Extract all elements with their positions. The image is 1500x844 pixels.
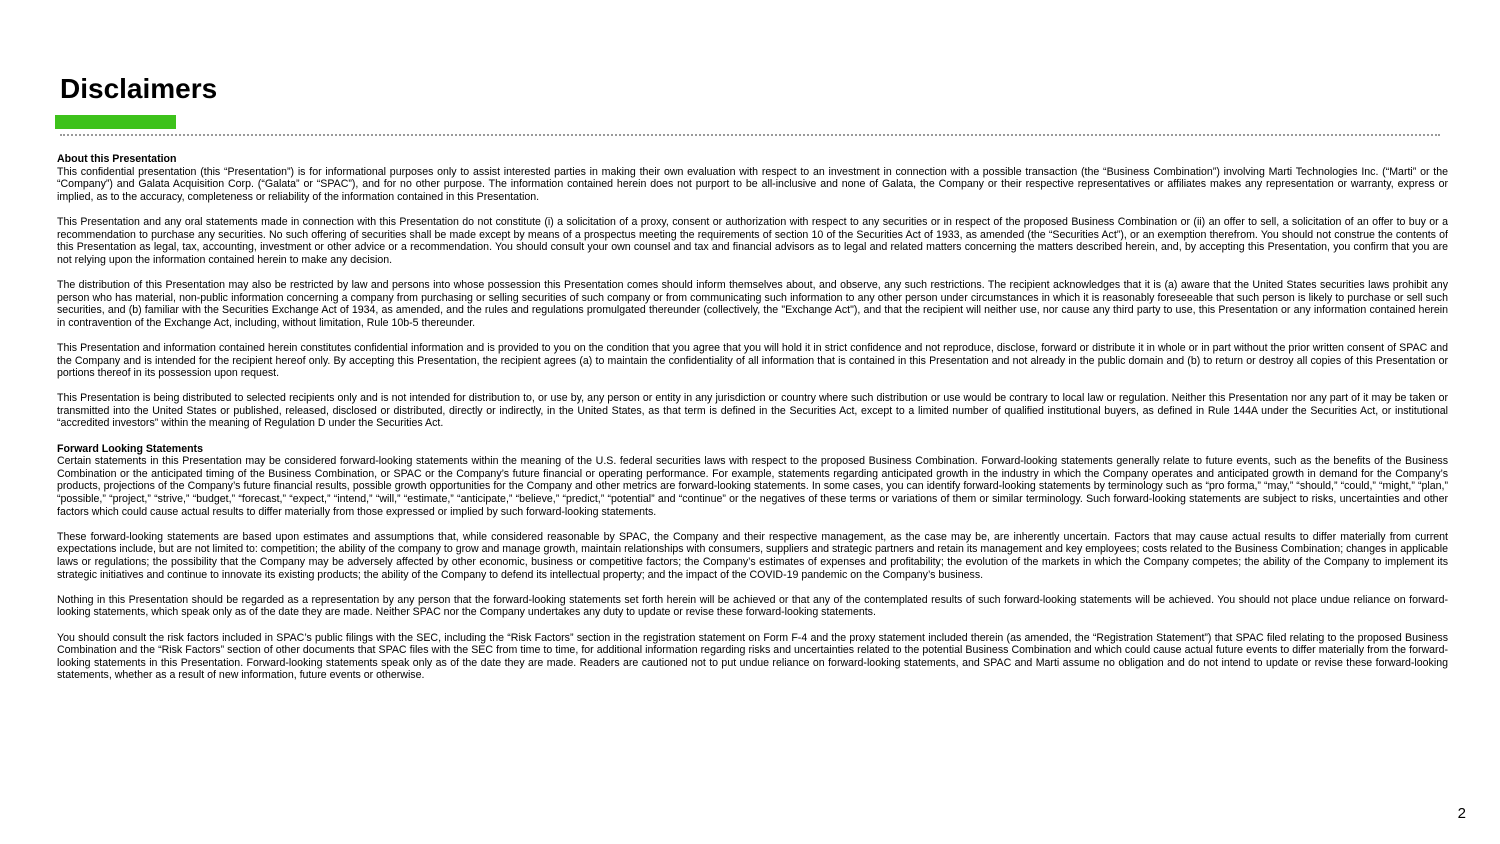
- about-paragraph: This confidential presentation (this “Presentation”) is for informational purposes only to assist interested parties in making their own evaluation with respect to an investment in connection with a possible transaction (the “Business Combination”) involving Marti Technologies Inc. (“Marti” or the “Company”) and Galata Acquisition Corp. (“Galata” or “SPAC”), and for no other purpose. The information contained herein does not purport to be all-inclusive and none of Galata, the Company or their respective representatives or affiliates makes any representation or warranty, express or implied, as to the accuracy, completeness or reliability of the information contained in this Presentation.: [57, 165, 1448, 203]
- disclaimer-content: [57, 153, 1448, 682]
- dotted-divider: [60, 134, 1440, 136]
- title-accent-bar: [55, 115, 176, 129]
- forward-looking-paragraph: Certain statements in this Presentation may be considered forward-looking statements within the meaning of the U.S. federal securities laws with respect to the proposed Business Combination. Forward-looking statements generally relate to future events, such as the benefits of the Business Combination or the anticipated timing of the Business Combination, or SPAC or the Company’s future financial or operating performance. For example, statements regarding anticipated growth in the industry in which the Company operates and anticipated growth in demand for the Company’s products, projections of the Company’s future financial results, possible growth opportunities for the Company and other metrics are forward-looking statements. In some cases, you can identify forward-looking statements by terminology such as “pro forma,” “may,” “should,” “could,” “might,” “plan,” “possible,” “project,” “strive,” “budget,” “forecast,” “expect,” “intend,” “will,” “estimate,” “anticipate,” “believe,” “predict,” “potential” and “continue” or the negatives of these terms or variations of them or similar terminology. Such forward-looking statements are subject to risks, uncertainties and other factors which could cause actual results to differ materially from those expressed or implied by such forward-looking statements.: [57, 455, 1448, 518]
- about-paragraph: This Presentation is being distributed to selected recipients only and is not intended for distribution to, or use by, any person or entity in any jurisdiction or country where such distribution or use would be contrary to local law or regulation. Neither this Presentation nor any part of it may be taken or transmitted into the United States or published, released, disclosed or distributed, directly or indirectly, in the United States, as that term is defined in the Securities Act, except to a limited number of qualified institutional buyers, as defined in Rule 144A under the Securities Act, or institutional “accredited investors” within the meaning of Regulation D under the Securities Act.: [57, 392, 1448, 430]
- about-section: [57, 153, 1448, 430]
- about-paragraph: This Presentation and information contained herein constitutes confidential information and is provided to you on the condition that you agree that you will hold it in strict confidence and not reproduce, disclose, forward or distribute it in whole or in part without the prior written consent of SPAC and the Company and is intended for the recipient hereof only. By accepting this Presentation, the recipient agrees (a) to maintain the confidentiality of all information that is contained in this Presentation and not already in the public domain and (b) to return or destroy all copies of this Presentation or portions thereof in its possession upon request.: [57, 341, 1448, 380]
- about-paragraph: This Presentation and any oral statements made in connection with this Presentation do not constitute (i) a solicitation of a proxy, consent or authorization with respect to any securities or in respect of the proposed Business Combination or (ii) an offer to sell, a solicitation of an offer to buy or a recommendation to purchase any securities. No such offering of securities shall be made except by means of a prospectus meeting the requirements of section 10 of the Securities Act of 1933, as amended (the “Securities Act”), or an exemption therefrom. You should not construe the contents of this Presentation as legal, tax, accounting, investment or other advice or a recommendation. You should consult your own counsel and tax and financial advisors as to legal and related matters concerning the matters described herein, and, by accepting this Presentation, you confirm that you are not relying upon the information contained herein to make any decision.: [57, 215, 1448, 266]
- about-paragraph: The distribution of this Presentation may also be restricted by law and persons into whose possession this Presentation comes should inform themselves about, and observe, any such restrictions. The recipient acknowledges that it is (a) aware that the United States securities laws prohibit any person who has material, non-public information concerning a company from purchasing or selling securities of such company or from communicating such information to any other person under circumstances in which it is reasonably foreseeable that such person is likely to purchase or sell such securities, and (b) familiar with the Securities Exchange Act of 1934, as amended, and the rules and regulations promulgated thereunder (collectively, the "Exchange Act"), and that the recipient will neither use, nor cause any third party to use, this Presentation or any information contained herein in contravention of the Exchange Act, including, without limitation, Rule 10b-5 thereunder.: [57, 278, 1448, 329]
- about-heading: About this Presentation: [57, 153, 177, 165]
- forward-looking-paragraph: Nothing in this Presentation should be regarded as a representation by any person that the forward-looking statements set forth herein will be achieved or that any of the contemplated results of such forward-looking statements will be achieved. You should not place undue reliance on forward-looking statements, which speak only as of the date they are made. Neither SPAC nor the Company undertakes any duty to update or revise these forward-looking statements.: [57, 593, 1448, 619]
- page-number: 2: [1457, 805, 1466, 822]
- forward-looking-heading: Forward Looking Statements: [57, 442, 203, 455]
- forward-looking-section: [57, 443, 1448, 682]
- forward-looking-paragraph: You should consult the risk factors included in SPAC’s public filings with the SEC, including the “Risk Factors” section in the registration statement on Form F-4 and the proxy statement included therein (as amended, the “Registration Statement”) that SPAC filed relating to the proposed Business Combination and the “Risk Factors” section of other documents that SPAC files with the SEC from time to time, for additional information regarding risks and uncertainties related to the potential Business Combination and which could cause actual future events to differ materially from the forward-looking statements in this Presentation. Forward-looking statements speak only as of the date they are made. Readers are cautioned not to put undue reliance on forward-looking statements, and SPAC and Marti assume no obligation and do not intend to update or revise these forward-looking statements, whether as a result of new information, future events or otherwise.: [57, 631, 1448, 682]
- page-title: Disclaimers: [60, 73, 218, 104]
- forward-looking-paragraph: These forward-looking statements are based upon estimates and assumptions that, while considered reasonable by SPAC, the Company and their respective management, as the case may be, are inherently uncertain. Factors that may cause actual results to differ materially from current expectations include, but are not limited to: competition; the ability of the company to grow and manage growth, maintain relationships with consumers, suppliers and strategic partners and retain its management and key employees; costs related to the Business Combination; changes in applicable laws or regulations; the possibility that the Company may be adversely affected by other economic, business or competitive factors; the Company’s estimates of expenses and profitability; the evolution of the markets in which the Company competes; the ability of the Company to implement its strategic initiatives and continue to innovate its existing products; the ability of the Company to defend its intellectual property; and the impact of the COVID-19 pandemic on the Company’s business.: [57, 530, 1448, 581]
